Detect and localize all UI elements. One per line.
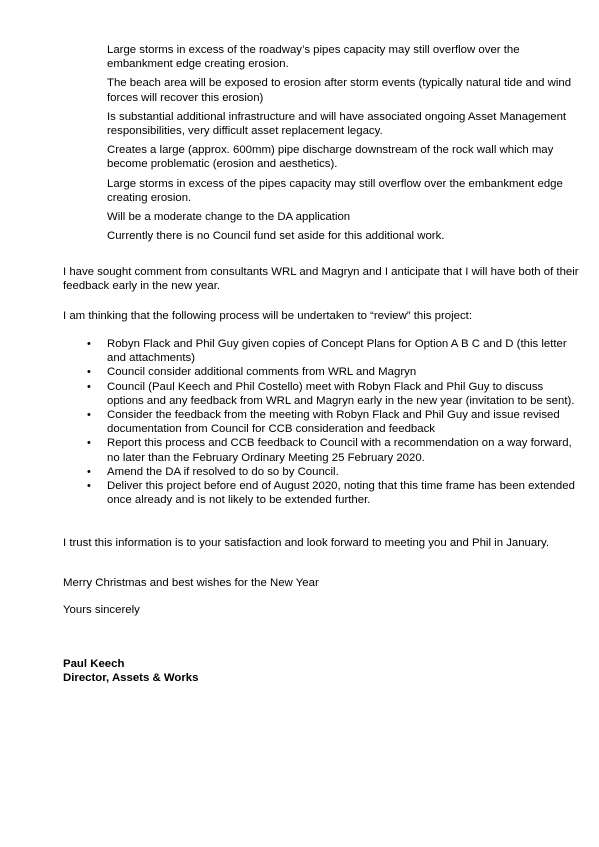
consequence-item: Large storms in excess of the roadway’s pipes capacity may still overflow over the embankment edge creating erosion. <box>107 44 520 71</box>
paragraph-christmas: Merry Christmas and best wishes for the New Year <box>63 577 319 589</box>
bullet-icon: • <box>87 380 91 393</box>
signature-name: Paul Keech <box>63 658 125 670</box>
bullet-icon: • <box>87 409 91 422</box>
bullet-text: Deliver this project before end of August 2020, noting that this time frame has been extended once already and is not likely to be extended further. <box>107 480 575 507</box>
bullet-icon: • <box>87 338 91 350</box>
paragraph-process: I am thinking that the following process will be undertaken to “review” this project: <box>63 310 472 322</box>
bullet-icon: • <box>87 366 91 379</box>
signature-block <box>63 657 198 685</box>
bullet-text: Report this process and CCB feedback to Council with a recommendation on a way forward, no later than the February Ordinary Meeting 25 February 2020. <box>107 437 572 464</box>
bullet-icon: • <box>87 437 91 450</box>
bullet-text: Council (Paul Keech and Phil Costello) meet with Robyn Flack and Phil Guy to discuss options and any feedback from WRL and Magryn early in the new year (invitation to be sent). <box>107 380 575 407</box>
bullet-item <box>63 479 583 507</box>
paragraph-trust: I trust this information is to your satisfaction and look forward to meeting you and Phil in January. <box>63 537 550 549</box>
process-bullet-list <box>63 337 583 507</box>
bullet-text: Robyn Flack and Phil Guy given copies of Concept Plans for Option A B C and D (this letter and attachments) <box>107 338 567 365</box>
bullet-text: Consider the feedback from the meeting with Robyn Flack and Phil Guy and issue revised documentation from Council for CCB consideration and feedback <box>107 409 560 436</box>
signature-title: Director, Assets & Works <box>63 672 199 685</box>
consequence-item: The beach area will be exposed to erosion after storm events (typically natural tide and wind forces will recover this erosion) <box>107 77 572 104</box>
bullet-text: Amend the DA if resolved to do so by Council. <box>107 465 339 478</box>
consequence-item: Creates a large (approx. 600mm) pipe discharge downstream of the rock wall which may become problematic (erosion and aesthetics). <box>107 144 554 171</box>
bullet-item <box>63 436 583 464</box>
consequence-item: Currently there is no Council fund set aside for this additional work. <box>107 230 445 243</box>
paragraph-closing: Yours sincerely <box>63 604 140 616</box>
paragraph-consultants: I have sought comment from consultants WRL and Magryn and I anticipate that I will have both of their feedback early in the new year. <box>63 266 579 293</box>
bullet-item <box>63 380 583 408</box>
bullet-icon: • <box>87 465 91 478</box>
consequences-list <box>107 43 577 248</box>
bullet-item <box>63 465 583 479</box>
bullet-item <box>63 408 583 436</box>
bullet-text: Council consider additional comments from WRL and Magryn <box>107 366 417 379</box>
consequence-item: Is substantial additional infrastructure and will have associated ongoing Asset Management responsibilities, very difficult asset replacement legacy. <box>107 110 567 138</box>
bullet-icon: • <box>87 480 91 493</box>
bullet-item <box>63 337 583 365</box>
consequence-item: Large storms in excess of the pipes capacity may still overflow over the embankment edge creating erosion. <box>107 177 563 204</box>
consequence-item: Will be a moderate change to the DA application <box>107 211 351 224</box>
bullet-item <box>63 365 583 379</box>
